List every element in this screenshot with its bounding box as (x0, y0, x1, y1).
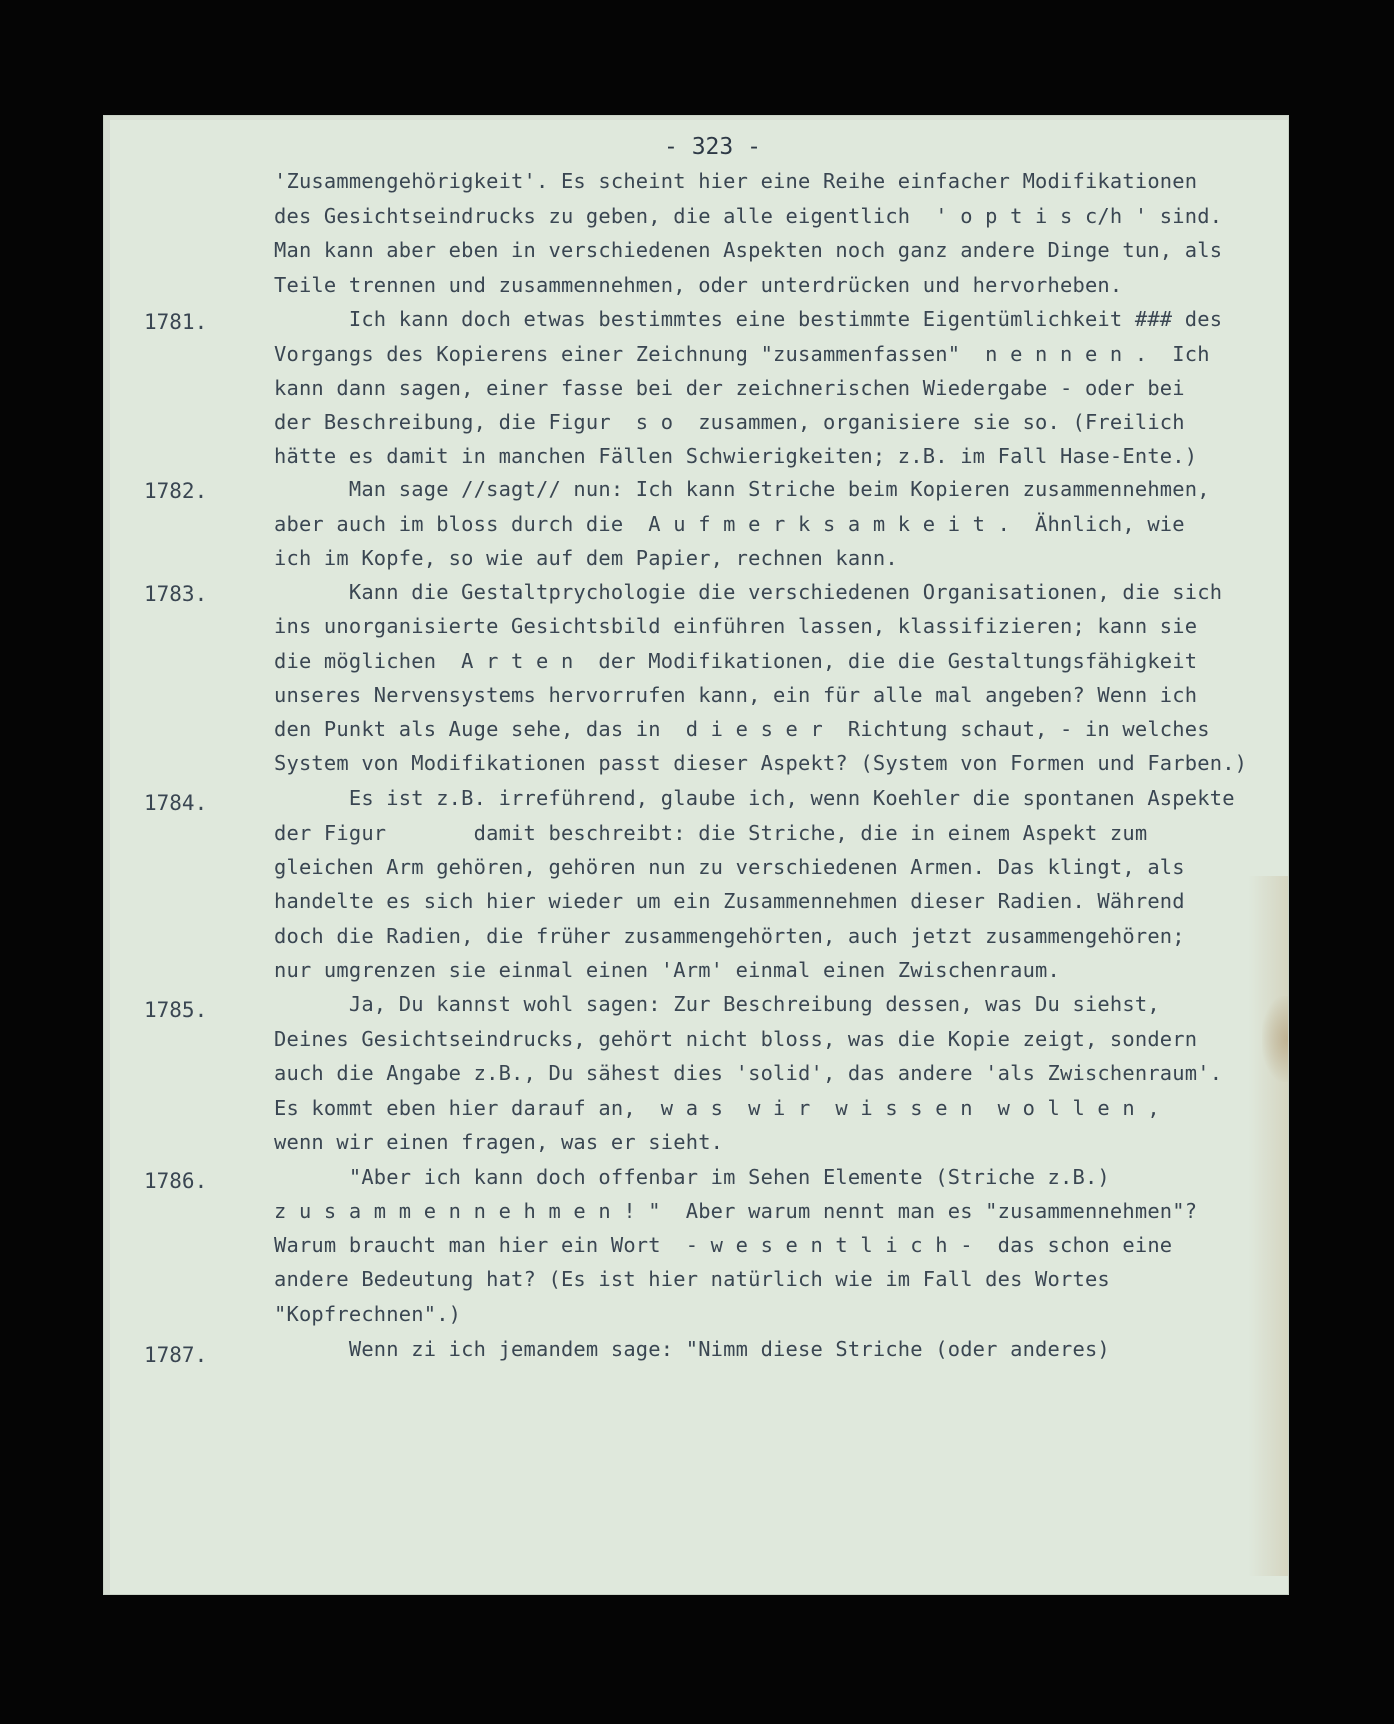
text-line: gleichen Arm gehören, gehören nun zu verschiedenen Armen. Das klingt, als (274, 855, 1185, 879)
text-line: handelte es sich hier wieder um ein Zusammennehmen dieser Radien. Während (274, 889, 1185, 913)
text-line: Ich kann doch etwas bestimmtes eine bestimmte Eigentümlichkeit ### des (274, 307, 1223, 331)
text-line: Deines Gesichtseindrucks, gehört nicht bloss, was die Kopie zeigt, sondern (274, 1027, 1198, 1051)
text-line: den Punkt als Auge sehe, das in d i e s e r Richtung schaut, - in welches (274, 717, 1210, 741)
text-line: Es ist z.B. irreführend, glaube ich, wenn Koehler die spontanen Aspekte (274, 786, 1235, 810)
paragraph-number: 1785. (144, 998, 208, 1022)
text-line: Ja, Du kannst wohl sagen: Zur Beschreibung dessen, was Du siehst, (274, 992, 1160, 1016)
text-line: Kann die Gestaltprychologie die verschiedenen Organisationen, die sich (274, 580, 1223, 604)
text-line: Teile trennen und zusammennehmen, oder unterdrücken und hervorheben. (274, 273, 1123, 297)
text-line: Man sage //sagt// nun: Ich kann Striche beim Kopieren zusammennehmen, (274, 477, 1210, 501)
text-line: z u s a m m e n n e h m e n ! " Aber warum nennt man es "zusammennehmen"? (274, 1199, 1198, 1223)
text-line: hätte es damit in manchen Fällen Schwierigkeiten; z.B. im Fall Hase-Ente.) (274, 444, 1198, 468)
typescript-page (104, 116, 1288, 1594)
text-line: unseres Nervensystems hervorrufen kann, ein für alle mal angeben? Wenn ich (274, 683, 1198, 707)
paragraph-number: 1782. (144, 479, 208, 503)
text-line: auch die Angabe z.B., Du sähest dies 'solid', das andere 'als Zwischenraum'. (274, 1061, 1223, 1085)
paragraph-number: 1781. (144, 310, 208, 334)
text-line: "Aber ich kann doch offenbar im Sehen Elemente (Striche z.B.) (274, 1165, 1110, 1189)
text-line: Man kann aber eben in verschiedenen Aspekten noch ganz andere Dinge tun, als (274, 238, 1223, 262)
text-line: doch die Radien, die früher zusammengehörten, auch jetzt zusammengehören; (274, 924, 1185, 948)
paragraph-number: 1787. (144, 1343, 208, 1367)
text-line: wenn wir einen fragen, was er sieht. (274, 1130, 724, 1154)
page-number: - 323 - (664, 134, 761, 160)
paragraph-number: 1784. (144, 791, 208, 815)
text-line: aber auch im bloss durch die A u f m e r k s a m k e i t . Ähnlich, wie (274, 512, 1185, 536)
text-line: des Gesichtseindrucks zu geben, die alle eigentlich ' o p t i s c/h ' sind. (274, 204, 1223, 228)
text-line: "Kopfrechnen".) (274, 1302, 462, 1326)
text-line: der Beschreibung, die Figur s o zusammen, organisiere sie so. (Freilich (274, 410, 1185, 434)
paragraph-number: 1786. (144, 1169, 208, 1193)
text-line: die möglichen A r t e n der Modifikationen, die die Gestaltungsfähigkeit (274, 649, 1198, 673)
text-line: Es kommt eben hier darauf an, w a s w i r w i s s e n w o l l e n , (274, 1096, 1160, 1120)
paragraph-number: 1783. (144, 582, 208, 606)
text-line: der Figur damit beschreibt: die Striche, die in einem Aspekt zum (274, 821, 1148, 845)
text-line: nur umgrenzen sie einmal einen 'Arm' einmal einen Zwischenraum. (274, 958, 1061, 982)
text-line: ins unorganisierte Gesichtsbild einführen lassen, klassifizieren; kann sie (274, 614, 1198, 638)
text-line: Warum braucht man hier ein Wort - w e s e n t l i c h - das schon eine (274, 1233, 1173, 1257)
text-line: andere Bedeutung hat? (Es ist hier natürlich wie im Fall des Wortes (274, 1267, 1110, 1291)
text-line: kann dann sagen, einer fasse bei der zeichnerischen Wiedergabe - oder bei (274, 376, 1185, 400)
text-line: ich im Kopfe, so wie auf dem Papier, rechnen kann. (274, 546, 898, 570)
text-line: 'Zusammengehörigkeit'. Es scheint hier eine Reihe einfacher Modifikationen (274, 169, 1198, 193)
paper-stain (1262, 996, 1288, 1082)
text-line: Vorgangs des Kopierens einer Zeichnung "zusammenfassen" n e n n e n . Ich (274, 342, 1210, 366)
text-line: System von Modifikationen passt dieser Aspekt? (System von Formen und Farben.) (274, 751, 1248, 775)
text-line: Wenn zi ich jemandem sage: "Nimm diese Striche (oder anderes) (274, 1337, 1110, 1361)
